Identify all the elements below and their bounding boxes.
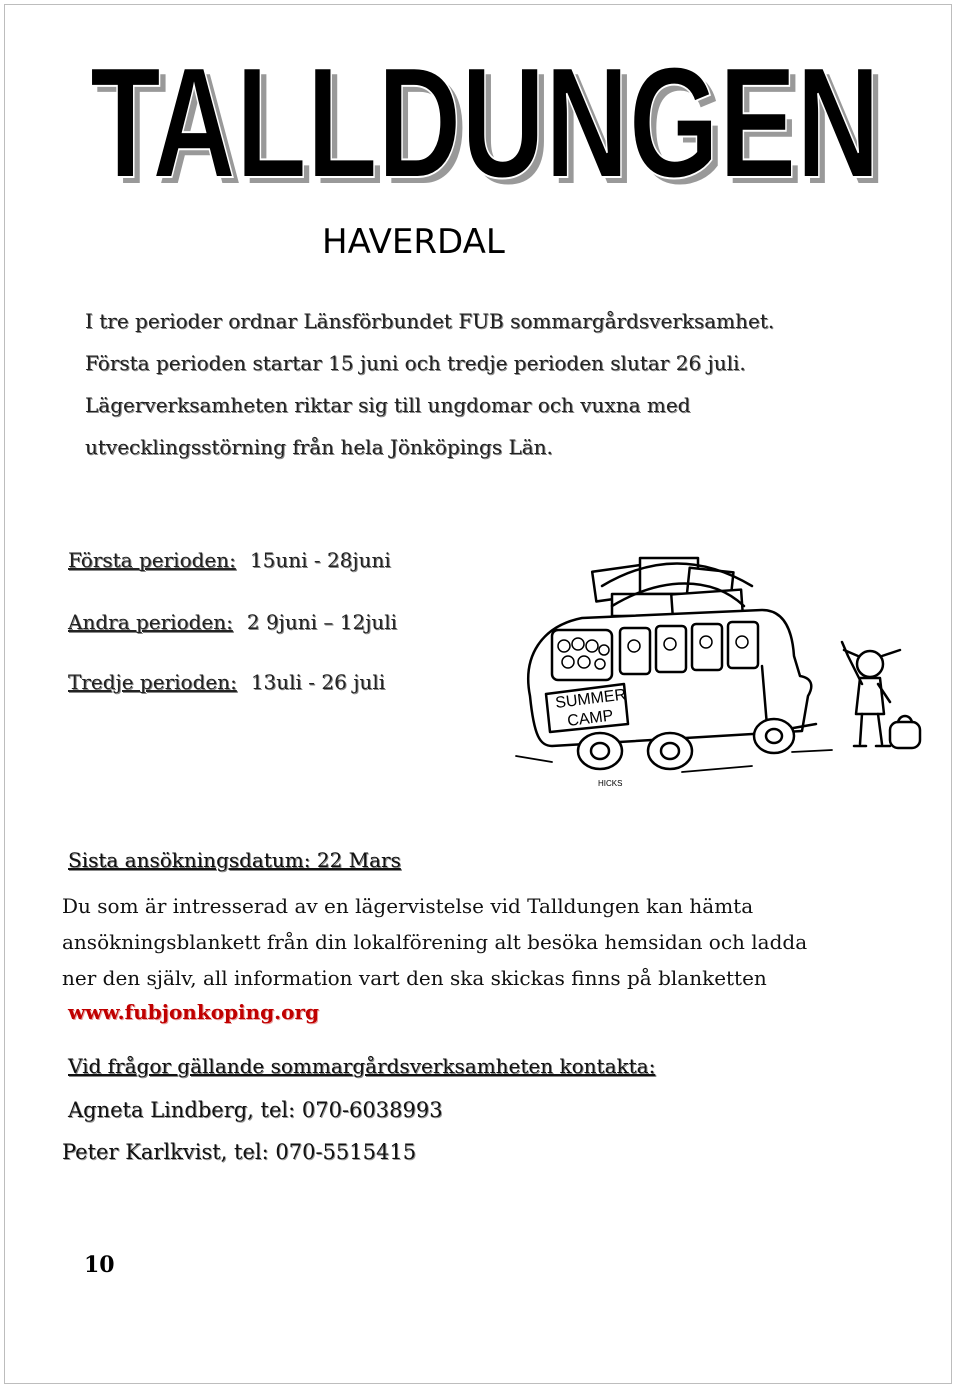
title-shadow: TALLDUNGEN — [96, 41, 886, 198]
period-label: Första perioden: — [68, 548, 236, 572]
title-text: TALLDUNGEN — [90, 38, 880, 198]
luggage-icon — [592, 558, 752, 618]
page-title — [0, 38, 960, 198]
period-row — [68, 670, 385, 694]
website-link[interactable]: www.fubjonkoping.org — [68, 1000, 319, 1024]
period-dates: 2 9juni – 12juli — [246, 610, 398, 634]
application-deadline: Sista ansökningsdatum: 22 Mars — [68, 848, 401, 872]
application-info — [62, 888, 922, 996]
intro-line: I tre perioder ordnar Länsförbundet FUB sommargårdsverksamhet. — [85, 309, 775, 333]
intro-paragraph — [85, 300, 885, 468]
page-subtitle: HAVERDAL — [322, 222, 505, 262]
period-label: Andra perioden: — [68, 610, 233, 634]
period-dates: 15uni - 28juni — [249, 548, 391, 572]
summer-camp-bus-illustration — [512, 546, 922, 796]
contact-line: Peter Karlkvist, tel: 070-5515415 — [62, 1140, 417, 1164]
period-row — [68, 548, 391, 572]
waving-child-icon — [842, 642, 920, 748]
info-line: ansökningsblankett från din lokalförening alt besöka hemsidan och ladda — [62, 930, 808, 954]
intro-line: utvecklingsstörning från hela Jönköpings Län. — [85, 435, 553, 459]
info-line: Du som är intresserad av en lägervistelse vid Talldungen kan hämta — [62, 894, 754, 918]
period-label: Tredje perioden: — [68, 670, 237, 694]
contact-heading: Vid frågor gällande sommargårdsverksamheten kontakta: — [68, 1054, 656, 1078]
period-dates: 13uli - 26 juli — [250, 670, 386, 694]
page-number: 10 — [84, 1252, 115, 1278]
info-line: ner den själv, all information vart den ska skickas finns på blanketten — [62, 966, 767, 990]
contact-line: Agneta Lindberg, tel: 070-6038993 — [68, 1098, 443, 1122]
intro-line: Första perioden startar 15 juni och tredje perioden slutar 26 juli. — [85, 351, 746, 375]
intro-line: Lägerverksamheten riktar sig till ungdomar och vuxna med — [85, 393, 691, 417]
bus-sign-line: CAMP — [566, 707, 615, 730]
period-row — [68, 610, 397, 634]
artist-signature: HICKS — [598, 779, 623, 788]
bus-icon — [516, 610, 832, 772]
bus-sign-line: SUMMER — [554, 686, 628, 712]
